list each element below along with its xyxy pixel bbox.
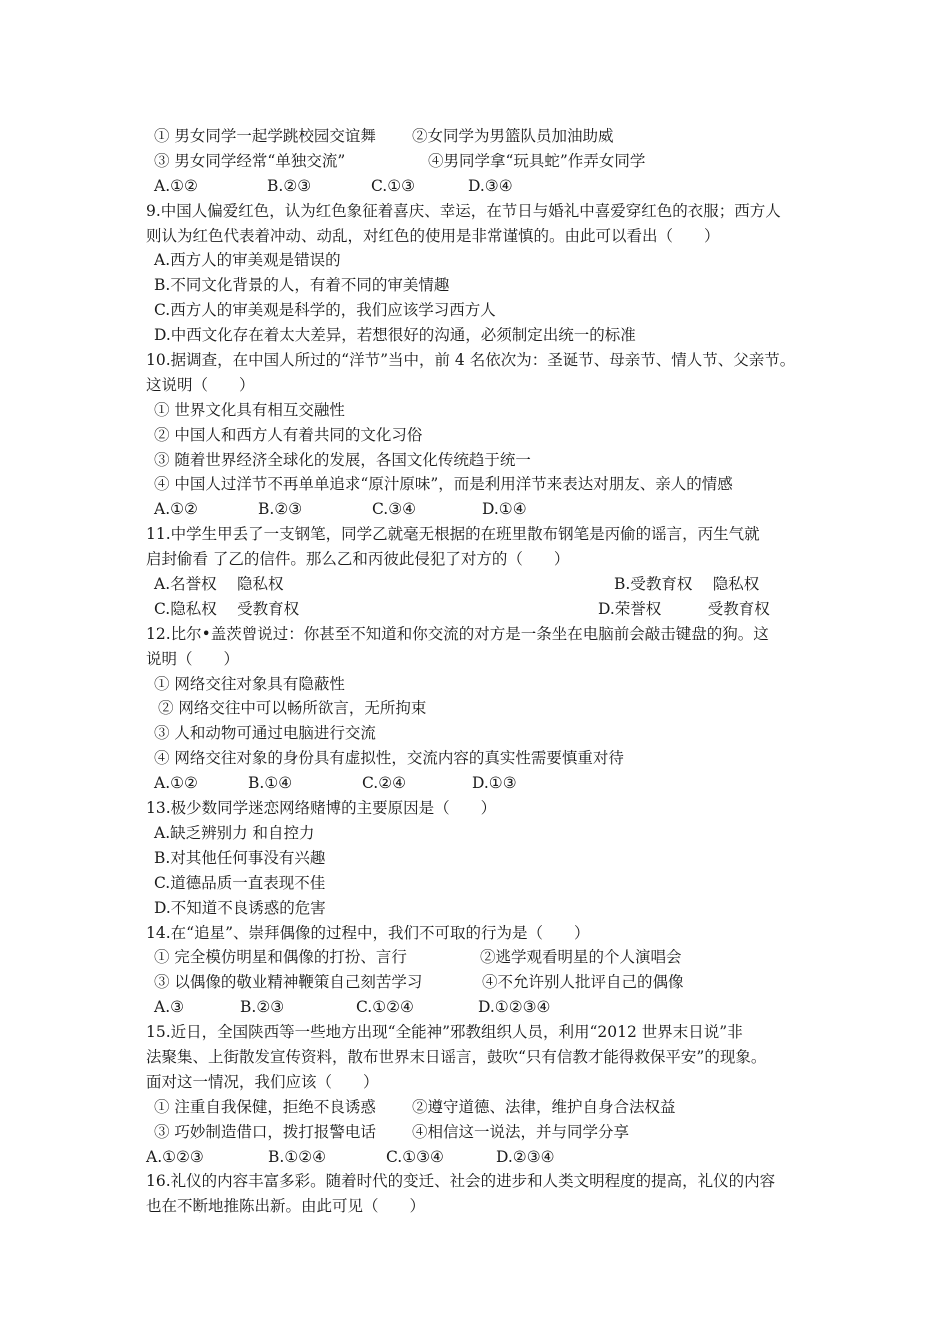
q8-option-a: A.①② xyxy=(154,176,198,195)
q9-option-d: D.中西文化存在着太大差异，若想很好的沟通，必须制定出统一的标准 xyxy=(154,326,636,345)
q11-option-b: B.受教育权 隐私权 xyxy=(614,575,760,594)
q12-stem-line-2: 说明（ ） xyxy=(146,649,240,668)
q12-item-3: ③ 人和动物可通过电脑进行交流 xyxy=(154,724,376,743)
q10-option-b: B.②③ xyxy=(258,500,303,519)
q8-item-2: ②女同学为男篮队员加油助威 xyxy=(412,127,614,145)
q9-stem-line-2: 则认为红色代表着冲动、动乱，对红色的使用是非常谨慎的。由此可以看出（ ） xyxy=(146,226,720,245)
exam-page xyxy=(146,124,816,1219)
q15-items-row-2 xyxy=(146,1120,816,1145)
q14-item-2: ②逃学观看明星的个人演唱会 xyxy=(480,948,682,967)
q10-stem-line-2: 这说明（ ） xyxy=(146,375,255,394)
q11-options-row-1 xyxy=(146,572,816,597)
q12-option-c: C.②④ xyxy=(362,774,407,793)
q11-option-c: C.隐私权 受教育权 xyxy=(154,599,300,618)
q15-item-3: ③ 巧妙制造借口，拨打报警电话 xyxy=(154,1122,376,1141)
q12-item-1: ① 网络交往对象具有隐蔽性 xyxy=(154,674,345,693)
q12-item-2: ② 网络交往中可以畅所欲言，无所拘束 xyxy=(158,699,427,718)
q11-options-row-2 xyxy=(146,597,816,622)
q10-option-a: A.①② xyxy=(154,500,198,519)
q11-option-d: D.荣誉权 受教育权 xyxy=(598,599,770,618)
q14-item-3: ③ 以偶像的敬业精神鞭策自己刻苦学习 xyxy=(154,973,423,992)
q15-option-d: D.②③④ xyxy=(496,1147,555,1166)
q11-stem-line-1: 11.中学生甲丢了一支钢笔，同学乙就毫无根据的在班里散布钢笔是丙偷的谣言，丙生气就 xyxy=(146,525,760,544)
q15-items-row-1 xyxy=(146,1095,816,1120)
q12-options-row xyxy=(146,771,816,796)
q8-option-b: B.②③ xyxy=(267,176,312,195)
q15-stem-line-3: 面对这一情况，我们应该（ ） xyxy=(146,1072,379,1091)
q14-stem: 14.在“追星”、崇拜偶像的过程中，我们不可取的行为是（ ） xyxy=(146,923,590,942)
q15-item-2: ②遵守道德、法律，维护自身合法权益 xyxy=(412,1097,676,1116)
q14-item-4: ④不允许别人批评自己的偶像 xyxy=(482,973,684,992)
q15-item-4: ④相信这一说法，并与同学分享 xyxy=(412,1122,630,1141)
q14-option-a: A.③ xyxy=(154,998,185,1017)
q15-option-b: B.①②④ xyxy=(268,1147,327,1166)
q8-item-3: ③ 男女同学经常“单独交流” xyxy=(154,151,346,170)
q15-stem-line-2: 法聚集、上街散发宣传资料，散布世界末日谣言，鼓吹“只有信教才能得救保平安”的现象。 xyxy=(146,1047,767,1066)
q12-stem-line-1: 12.比尔•盖茨曾说过：你甚至不知道和你交流的对方是一条坐在电脑前会敲击键盘的狗。这 xyxy=(146,624,769,643)
q10-option-d: D.①④ xyxy=(482,500,527,519)
q10-stem-line-1: 10.据调查，在中国人所过的“洋节”当中，前 4 名依次为：圣诞节、母亲节、情人节、父亲节。 xyxy=(146,351,796,370)
q11-stem-line-2: 启封偷看 了乙的信件。那么乙和丙彼此侵犯了对方的（ ） xyxy=(146,550,570,569)
q13-option-c: C.道德品质一直表现不佳 xyxy=(154,873,326,892)
q10-options-row xyxy=(146,497,816,522)
q14-item-1: ① 完全模仿明星和偶像的打扮、言行 xyxy=(154,948,407,967)
q8-option-d: D.③④ xyxy=(468,176,513,195)
q10-item-1: ① 世界文化具有相互交融性 xyxy=(154,400,345,419)
q15-options-row xyxy=(146,1145,816,1170)
q8-option-c: C.①③ xyxy=(371,176,416,195)
q13-option-d: D.不知道不良诱惑的危害 xyxy=(154,898,326,917)
q11-option-a: A.名誉权 隐私权 xyxy=(154,575,284,594)
q15-option-a: A.①②③ xyxy=(146,1147,204,1166)
q14-option-c: C.①②④ xyxy=(356,998,414,1017)
q10-item-4: ④ 中国人过洋节不再单单追求“原汁原味”，而是利用洋节来表达对朋友、亲人的情感 xyxy=(154,475,733,494)
q15-stem-line-1: 15.近日，全国陕西等一些地方出现“全能神”邪教组织人员，利用“2012 世界末日说”非 xyxy=(146,1023,743,1042)
q14-option-d: D.①②③④ xyxy=(478,998,551,1017)
q10-option-c: C.③④ xyxy=(372,500,417,519)
q8-item-4: ④男同学拿“玩具蛇”作弄女同学 xyxy=(428,151,646,170)
q8-items-row-1 xyxy=(146,124,816,149)
q8-item-1: ① 男女同学一起学跳校园交谊舞 xyxy=(154,127,376,145)
q15-option-c: C.①③④ xyxy=(386,1147,444,1166)
q12-item-4: ④ 网络交往对象的身份具有虚拟性，交流内容的真实性需要慎重对待 xyxy=(154,749,624,768)
q9-option-c: C.西方人的审美观是科学的，我们应该学习西方人 xyxy=(154,301,496,320)
q8-items-row-2 xyxy=(146,149,816,174)
q12-option-b: B.①④ xyxy=(248,774,293,793)
q16-stem-line-2: 也在不断地推陈出新。由此可见（ ） xyxy=(146,1197,426,1216)
q9-option-b: B.不同文化背景的人，有着不同的审美情趣 xyxy=(154,276,450,295)
q9-stem-line-1: 9.中国人偏爱红色，认为红色象征着喜庆、幸运，在节日与婚礼中喜爱穿红色的衣服；西方人 xyxy=(146,201,781,220)
q12-option-d: D.①③ xyxy=(472,774,517,793)
q14-items-row-2 xyxy=(146,970,816,995)
q9-option-a: A.西方人的审美观是错误的 xyxy=(154,251,341,270)
q13-stem: 13.极少数同学迷恋网络赌博的主要原因是（ ） xyxy=(146,799,497,818)
q15-item-1: ① 注重自我保健，拒绝不良诱惑 xyxy=(154,1097,376,1116)
q14-options-row xyxy=(146,995,816,1020)
q13-option-a: A.缺乏辨别力 和自控力 xyxy=(154,823,315,842)
q8-options-row xyxy=(146,174,816,199)
q14-option-b: B.②③ xyxy=(240,998,285,1017)
q14-items-row-1 xyxy=(146,945,816,970)
q10-item-2: ② 中国人和西方人有着共同的文化习俗 xyxy=(154,425,423,444)
q10-item-3: ③ 随着世界经济全球化的发展，各国文化传统趋于统一 xyxy=(154,450,531,469)
q12-option-a: A.①② xyxy=(154,774,198,793)
q16-stem-line-1: 16.礼仪的内容丰富多彩。随着时代的变迁、社会的进步和人类文明程度的提高，礼仪的内容 xyxy=(146,1172,776,1191)
q13-option-b: B.对其他任何事没有兴趣 xyxy=(154,848,326,867)
